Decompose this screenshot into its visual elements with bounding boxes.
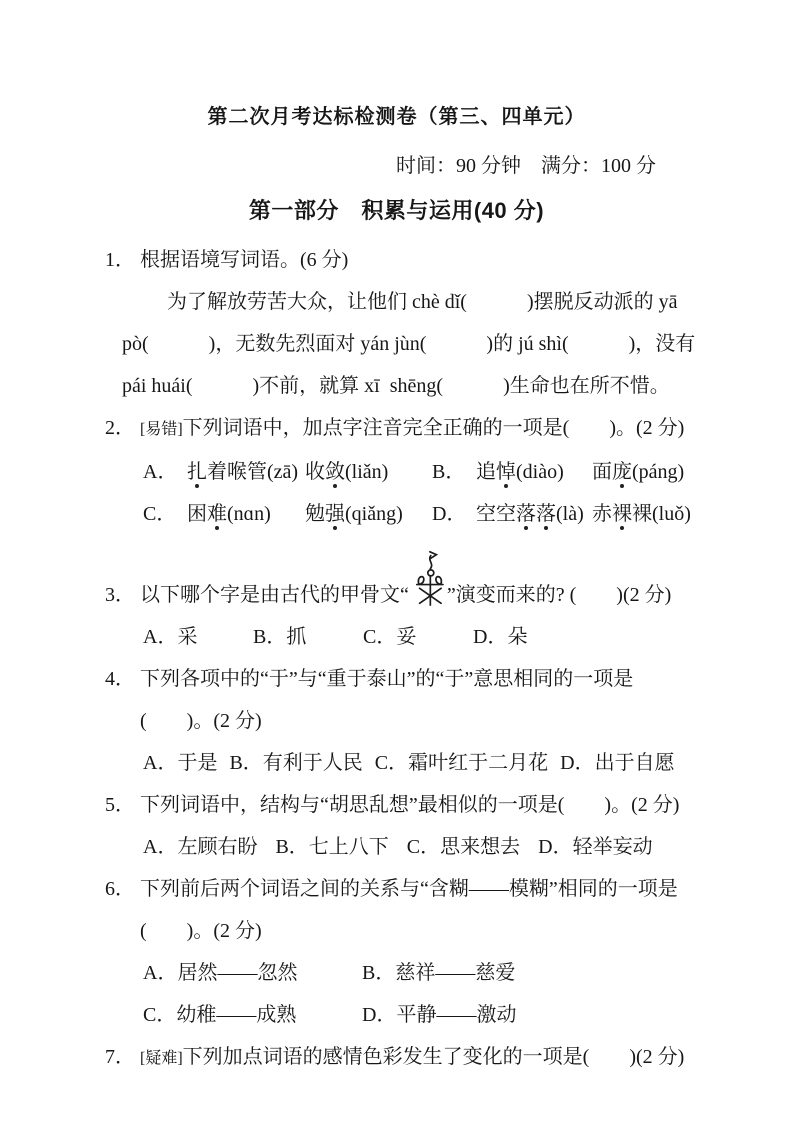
dotted-chars: 悼 (496, 461, 516, 483)
stem-text: 下列加点词语的感情色彩发生了变化的一项是( )(2 分) (182, 1046, 685, 1068)
option-word: 赤裸裸(luǒ) (592, 503, 691, 525)
question-list (0, 239, 793, 1080)
options-row (143, 742, 738, 784)
question-5 (105, 784, 738, 868)
question-stem (140, 407, 738, 451)
option-word: 勉强(qiǎng) (305, 503, 403, 525)
option-d: D．轻举妄动 (538, 836, 653, 858)
question-stem: 下列词语中，结构与“胡思乱想”最相似的一项是( )。(2 分) (140, 794, 680, 816)
option-d: D．朵 (473, 626, 528, 648)
option-letter-c: C． (143, 503, 177, 525)
option-c: C．思来想去 (406, 836, 521, 858)
question-number: 1． (105, 249, 135, 271)
dotted-chars: 裸 (612, 503, 632, 525)
question-stem (140, 1036, 738, 1080)
difficulty-tag: [疑难] (140, 1050, 183, 1067)
option-a: A．采 (143, 626, 198, 648)
option-word: 收敛(liǎn) (305, 461, 389, 483)
option-b: B．七上八下 (275, 836, 389, 858)
options-row (143, 616, 738, 658)
option-word: 空空落落(là) (476, 503, 584, 525)
difficulty-tag: [易错] (140, 421, 183, 438)
dotted-chars: 强 (325, 503, 345, 525)
option-word: 面庞(páng) (592, 461, 685, 483)
passage-line: 为了解放劳苦大众，让他们 chè dǐ( )摆脱反动派的 yā (167, 291, 678, 313)
question-stem-continued: ( )。(2 分) (140, 710, 262, 732)
oracle-bone-glyph-icon (412, 549, 444, 607)
question-6 (105, 868, 738, 1036)
dotted-chars: 难 (207, 503, 227, 525)
option-c: C．幼稚——成熟 (143, 1004, 297, 1026)
question-number: 7． (105, 1046, 135, 1068)
passage-line: pái huái( )不前，就算 xī shēng( )生命也在所不惜。 (122, 375, 670, 397)
dotted-chars: 落落 (516, 503, 556, 525)
exam-meta: 时间：90 分钟 满分：100 分 (396, 155, 656, 177)
option-b: B．慈祥——慈爱 (362, 962, 516, 984)
section-1-heading: 第一部分 积累与运用(40 分) (248, 198, 545, 223)
passage-line: pò( )，无数先烈面对 yán jùn( )的 jú shì( )，没有 (122, 333, 696, 355)
dotted-chars: 庞 (612, 461, 632, 483)
options-row (143, 994, 738, 1036)
options-row (143, 451, 738, 493)
question-number: 5． (105, 794, 135, 816)
option-c: C．霜叶红于二月花 (374, 752, 549, 774)
question-3 (105, 535, 738, 658)
options-row (143, 493, 738, 535)
stem-text: 下列词语中，加点字注音完全正确的一项是( )。(2 分) (182, 417, 685, 439)
question-2 (105, 407, 738, 535)
question-4 (105, 658, 738, 784)
question-number: 6． (105, 878, 135, 900)
q1-passage (122, 281, 738, 407)
question-stem: 以下哪个字是由古代的甲骨文“ ”演变而来的? ( )(2 分) (140, 549, 738, 616)
option-a: A．居然——忽然 (143, 962, 298, 984)
options-row (143, 826, 738, 868)
dotted-chars: 扎 (187, 461, 207, 483)
options-row (143, 952, 738, 994)
exam-title: 第二次月考达标检测卷（第三、四单元） (207, 106, 586, 128)
option-a: A．左顾右盼 (143, 836, 258, 858)
option-d: D．平静——激动 (362, 1004, 517, 1026)
option-word: 扎着喉管(zā) (187, 461, 299, 483)
option-letter-d: D． (432, 503, 467, 525)
option-b: B．有利于人民 (229, 752, 363, 774)
dotted-chars: 敛 (325, 461, 345, 483)
question-number: 3． (105, 584, 135, 606)
question-stem: 下列前后两个词语之间的关系与“含糊——模糊”相同的一项是 (140, 878, 678, 900)
option-d: D．出于自愿 (560, 752, 675, 774)
question-number: 4． (105, 668, 135, 690)
question-stem: 下列各项中的“于”与“重于泰山”的“于”意思相同的一项是 (140, 668, 634, 690)
option-a: A．于是 (143, 752, 218, 774)
option-letter-b: B． (432, 461, 466, 483)
question-stem-continued: ( )。(2 分) (140, 920, 262, 942)
question-stem: 根据语境写词语。(6 分) (140, 249, 349, 271)
option-letter-a: A． (143, 461, 178, 483)
option-c: C．妥 (363, 626, 417, 648)
question-number: 2． (105, 417, 135, 439)
option-b: B．抓 (253, 626, 307, 648)
option-word: 困难(nɑn) (187, 503, 271, 525)
question-1 (105, 239, 738, 407)
option-word: 追悼(diào) (476, 461, 564, 483)
question-7 (105, 1036, 738, 1080)
